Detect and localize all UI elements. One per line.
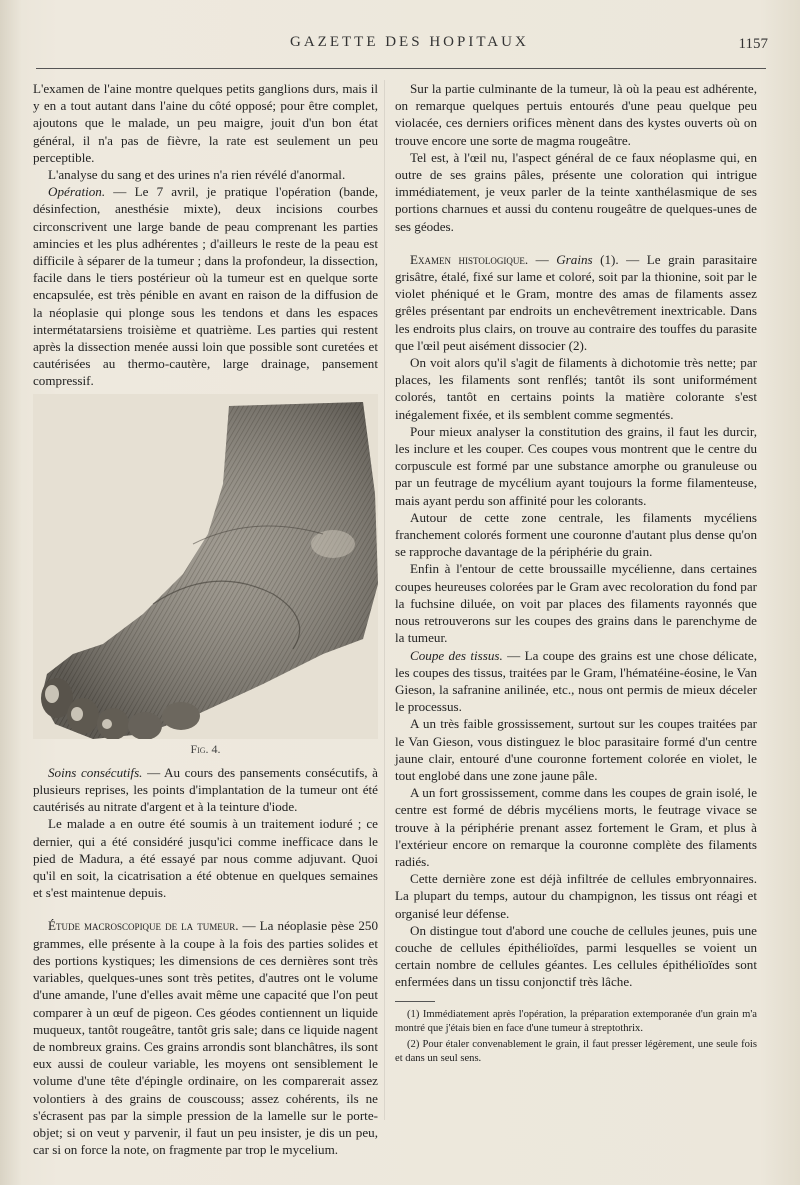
etude-label: Étude macroscopique de la tumeur.	[48, 918, 239, 934]
paragraph: Tel est, à l'œil nu, l'aspect général de ce faux néoplasme qui, en outre de ses grains pâles, présente une coloration qui intrigue immédiatement, je veux parler de la teinte xanthélasmique de ses portions charnues et aussi du contenu rougeâtre de quelques-unes de ses géodes.	[395, 149, 757, 234]
paragraph: Pour mieux analyser la constitution des grains, il faut les durcir, les inclure et les couper. Ces coupes vous montrent que le centre du corpuscule est formé par une substance amorphe ou granuleuse ou par un feutrage de mycélium ayant toujours la forme filamenteuse, mais ayant perdu son affinité pour les colorants.	[395, 423, 757, 508]
operation-paragraph	[33, 183, 378, 389]
footnote-rule	[395, 1001, 435, 1002]
running-title: GAZETTE DES HOPITAUX	[290, 34, 529, 50]
etude-text: — La néoplasie pèse 250 grammes, elle présente à la coupe à la fois des parties solides et des portions kystiques; les dimensions de ces dernières sont très variables, quelques-unes sont très petites, d'autres ont le volume d'une amande, l'une d'elles avait même une capacité que l'on peut comparer à un œuf de pigeon. Ces géodes contiennent un liquide muqueux, tantôt rougeâtre, tantôt gris sale; dans ce liquide nagent de nombreux grains. Ces grains arrondis sont blanchâtres, ils sont eux aussi de couleur variable, les moyens ont sensiblement le volume d'une tête d'épingle ordinaire, on les comparerait assez volontiers à des grains de couscouss; assez cohérents, ils ne s'écrasent pas par la simple pression de la lamelle sur le porte-objet; si on veut y parvenir, il faut un peu insister, je dis un peu, car si on force la note, on fragmente par trop le mycelium.	[33, 918, 378, 1158]
paragraph: L'analyse du sang et des urines n'a rien révélé d'anormal.	[48, 167, 346, 183]
paragraph: Le malade a en outre été soumis à un traitement ioduré ; ce dernier, qui a été considéré jusqu'ici comme inefficace dans le pied de Madura, a été essayé par nous comme adjuvant. Quoi qu'il en soit, la cicatrisation a été obtenue en quelques semaines et s'est maintenue depuis.	[33, 816, 378, 901]
foot-illustration	[33, 394, 378, 739]
coupe-text: — La coupe des grains est une chose délicate, les coupes des tissus, traitées par le Gram, l'hématéine-éosine, le Van Gieson, la safranine anilinée, etc., nous ont permis de mieux déceler le processus.	[395, 647, 758, 715]
soins-label: Soins consécutifs.	[48, 764, 143, 780]
section-gap	[33, 901, 378, 917]
paragraph: Cette dernière zone est déjà infiltrée de cellules embryonnaires. La plupart du temps, autour du champignon, les tissus ont réagi et organisé leur défense.	[395, 871, 757, 921]
header-rule	[36, 68, 766, 69]
paragraph: A un très faible grossissement, surtout sur les coupes traitées par le Van Gieson, vous distinguez le bloc parasitaire formé d'un centre jaune clair, entouré d'une couronne fortement colorée en violet, le tout englobé dans une zone jaune pâle.	[395, 716, 757, 783]
right-column	[395, 80, 757, 1068]
etude-paragraph	[33, 917, 378, 1158]
coupe-paragraph	[395, 647, 757, 716]
page-header	[0, 30, 800, 70]
footnote: (2) Pour étaler convenablement le grain, il faut presser légèrement, une seule fois et dans un seul sens.	[395, 1038, 757, 1064]
left-column	[33, 80, 378, 1158]
paragraph: Sur la partie culminante de la tumeur, là où la peau est adhérente, on remarque quelques pertuis entourés d'une peau quelque peu violacée, ces derniers orifices mènent dans des kystes ouverts où on trouve encore une sorte de magma rougeâtre.	[395, 81, 757, 148]
paragraph: Autour de cette zone centrale, les filaments mycéliens franchement colorés forment une couronne d'autant plus dense qu'on se rapproche davantage de la périphérie du grain.	[395, 509, 757, 560]
soins-paragraph	[33, 764, 378, 816]
examen-text: (1). — Le grain parasitaire grisâtre, étalé, fixé sur lame et coloré, soit par la thionine, soit par le violet phéniqué et le Gram, montre des amas de filaments assez grêles présentant par endroits un enchevêtrement inextricable. Dans les endroits plus clairs, on trouve au contraire des touffes du parasite que l'œil peut aisément dissocier (2).	[395, 251, 758, 353]
footnotes	[395, 1008, 757, 1066]
section-gap	[395, 235, 757, 251]
paragraph: A un fort grossissement, comme dans les coupes de grain isolé, le centre est formé de débris mycéliens morts, le feutrage vivace se trouve à la périphérie prenant assez fortement le Gram, et plus à l'extérieur encore on remarque la couronne complète des filaments radiés.	[395, 785, 757, 869]
coupe-label: Coupe des tissus.	[410, 647, 503, 663]
soins-text: — Au cours des pansements consécutifs, à plusieurs reprises, les points d'implantation de la tumeur ont été cautérisés au nitrate d'argent et à la teinture d'iode.	[33, 764, 378, 815]
operation-text: — Le 7 avril, je pratique l'opération (bande, désinfection, anesthésie mixte), deux incisions courbes circonscrivent une large bande de peau comprenant les parties amincies et les plus adhérentes ; d'ailleurs le reste de la peau est difficile à séparer de la tumeur ; dans la profondeur, la dissection, facile dans le tiers postérieur où la tumeur est en quelque sorte encapsulée, est très pénible en avant en raison de la diffusion de la néoplasie qui plonge sous les tendons et dans les espaces intermétatarsiens troisième et quatrième. Les parties qui restent après la dissection menée aussi loin que possible sont curetées et cautérisées au thermo-cautère, large drainage, pansement compressif.	[33, 184, 378, 389]
paragraph: On distingue tout d'abord une couche de cellules jeunes, puis une couche de cellules épithélioïdes, parmi lesquelles se voient un certain nombre de cellules géantes. Les cellules épithélioïdes sont enfermées dans un tissu conjonctif très lâche.	[395, 922, 757, 990]
paragraph: On voit alors qu'il s'agit de filaments à dichotomie très nette; par places, les filaments sont renflés; tantôt ils sont uniformément colorés, tantôt en certains points la matière colorante s'est inégalement fixée, et ils semblent comme segmentés.	[395, 355, 757, 422]
operation-label: Opération.	[48, 184, 106, 200]
page-number: 1157	[738, 36, 768, 52]
column-divider	[384, 80, 385, 1120]
footnote: (1) Immédiatement après l'opération, la préparation extemporanée d'un grain m'a montré que j'étais bien en face d'une tumeur à streptothrix.	[395, 1008, 757, 1034]
examen-subheading: Grains	[556, 251, 593, 267]
examen-label: Examen histologique.	[410, 251, 529, 267]
figure-caption: Fig. 4.	[190, 741, 221, 756]
examen-paragraph: Examen histologique. — Grains (1). — Le grain parasitaire grisâtre, étalé, fixé sur lame et coloré, soit par la thionine, soit par le violet phéniqué et le Gram, montre des amas de filaments assez grêles présentant par endroits un enchevêtrement inextricable. Dans les endroits plus clairs, on trouve au contraire des touffes du parasite que l'œil peut aisément dissocier (2).	[395, 251, 758, 353]
paragraph: Enfin à l'entour de cette broussaille mycélienne, dans certaines coupes heureuses colorées par le Gram avec recoloration du fond par la fuchsine diluée, on voit par places des filaments rayonnés que nous retrouverons sur les coupes des grains dans le parenchyme de la tumeur.	[395, 561, 757, 646]
paragraph: L'examen de l'aine montre quelques petits ganglions durs, mais il y en a tout autant dans l'aine du côté opposé; pour être complet, ajoutons que le malade, un peu maigre, jouit d'un bon état général, il n'a pas de fièvre, la rate est seulement un peu perceptible.	[33, 81, 378, 165]
